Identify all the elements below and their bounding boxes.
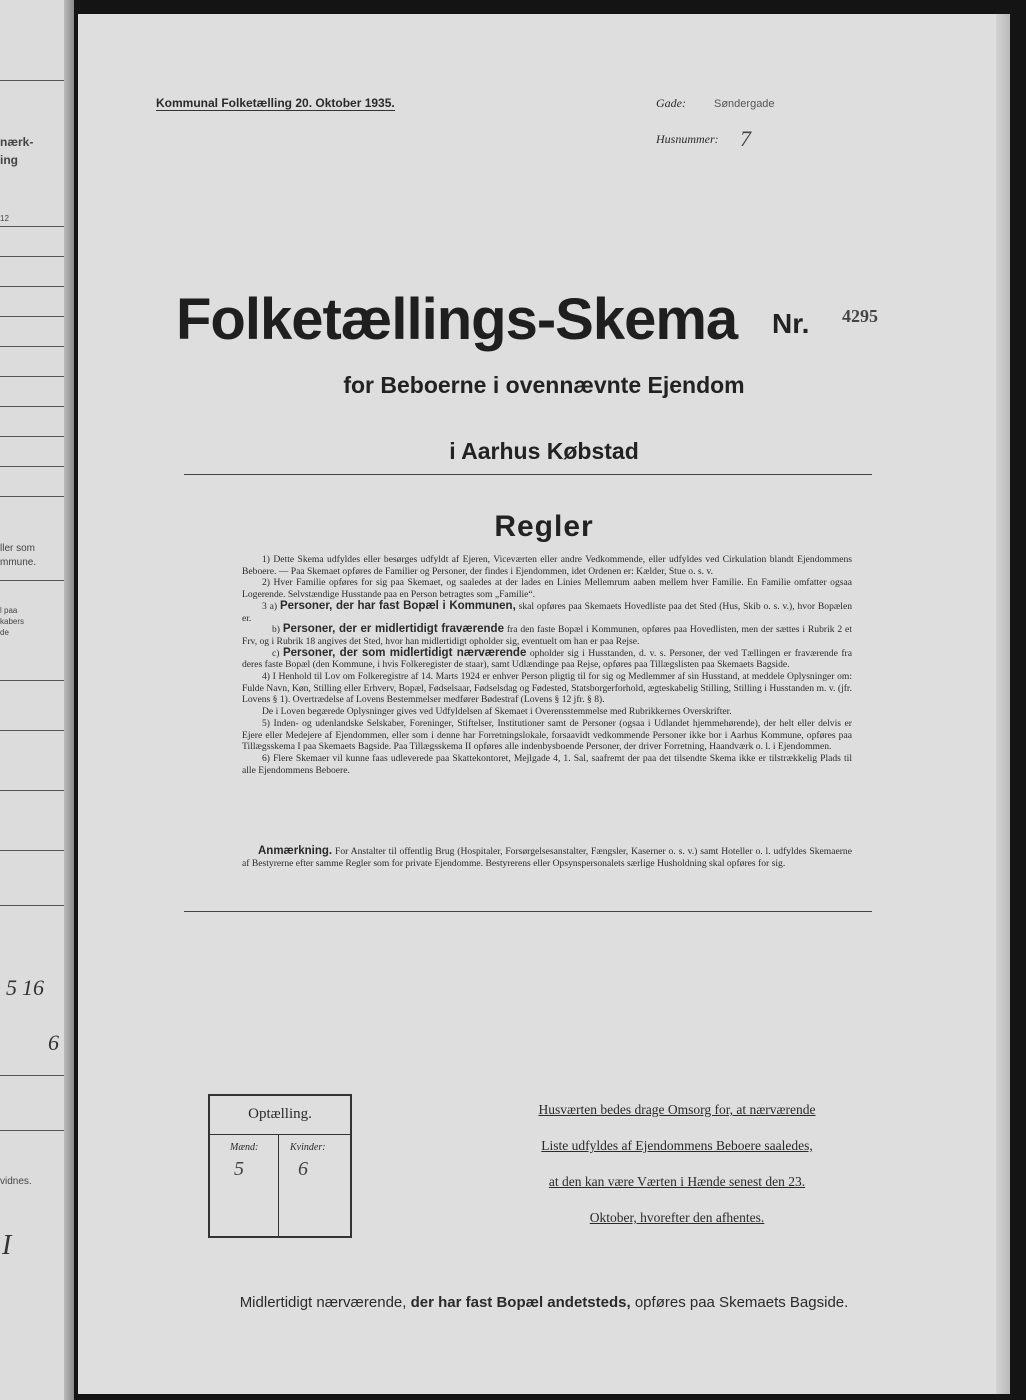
regler-text [242, 554, 852, 776]
rule-3a [242, 601, 852, 624]
bottom-note-part-1: Midlertidigt nærværende, [239, 1294, 407, 1311]
notice-line-1: Husværten bedes drage Omsorg for, at nærværende [538, 1102, 816, 1117]
left-fragment: kabers [0, 617, 25, 626]
notice-line-3: at den kan være Værten i Hænde senest den 23. [548, 1174, 806, 1189]
kvinder-count: 6 [298, 1158, 308, 1180]
rule-3b-text: fra den faste Bopæl i Kommunen, opføres paa Hovedlisten, men der sættes i Rubrik 2 et Frv, og i Rubrik 18 angives det Sted, hvor han midlertidigt opholder sig, eventuelt om han er paa Rejse. [242, 624, 852, 647]
kvinder-label: Kvinder: [290, 1142, 326, 1153]
maend-label: Mænd: [230, 1142, 259, 1153]
left-rule [0, 256, 64, 257]
box-divider [210, 1134, 350, 1135]
maend-count: 5 [234, 1158, 244, 1180]
anmaerkning-label: Anmærkning. [258, 845, 333, 857]
form-location: i Aarhus Købstad [449, 438, 639, 464]
optaelling-title: Optælling. [248, 1106, 312, 1122]
bottom-note-part-2: der har fast Bopæl andetsteds, [410, 1294, 631, 1311]
form-title: Folketællings-Skema [176, 287, 738, 352]
husnummer-label: Husnummer: [656, 132, 719, 146]
rule-3b-prefix: b) [272, 624, 280, 636]
form-number: 4295 [842, 306, 878, 326]
left-rule [0, 496, 64, 497]
left-page-edge [0, 0, 74, 1400]
notice-line-2: Liste udfyldes af Ejendommens Beboere saaledes, [541, 1138, 813, 1153]
left-rule [0, 580, 64, 581]
page-binding-edge [64, 0, 74, 1400]
regler-heading: Regler [494, 510, 594, 543]
left-handwriting: 5 [6, 975, 17, 1000]
left-fragment: mmune. [0, 557, 37, 568]
rule-2: 2) Hver Familie opføres for sig paa Skemaet, og saaledes at der lades en Linies Mellemrum aaben mellem hver Familie. En Familie omfatter ogsaa Logerende. Selvstændige Husstande paa en Person betragtes som „Familie“. [242, 577, 852, 601]
left-rule [0, 80, 64, 81]
rule-1: 1) Dette Skema udfyldes eller besørges udfyldt af Ejeren, Viceværten eller andre Vedkommende, eller udfyldes ved Cirkulation blandt Ejendommens Beboere. — Paa Skemaet opføres de Familier og Personer, der findes i Ejendommen, idet Ordenen er: Kælder, Stue o. s. v. [242, 554, 852, 577]
landlord-notice [490, 1092, 864, 1236]
left-fragment: de [0, 628, 9, 637]
left-rule [0, 346, 64, 347]
gade-label: Gade: [656, 96, 686, 110]
form-number-label: Nr. [772, 308, 810, 339]
left-rule [0, 316, 64, 317]
left-rule [0, 1130, 64, 1131]
rule-3a-text: skal opføres paa Skemaets Hovedliste paa det Sted (Hus, Skib o. s. v.), hvor Bopælen er. [242, 600, 853, 624]
rule-4: 4) I Henhold til Lov om Folkeregistre af 14. Marts 1924 er enhver Person pligtig til for sig og Medlemmer af sin Husstand, at meddele Oplysninger om: Fulde Navn, Køn, Stilling eller Erhverv, Bopæl, Fødselsaar, Fødselsdag og Fødested, Statsborgerforhold, ægteskabelig Stilling, Stilling i Husstanden m. v. (jfr. Lovens § 1). Overtrædelse af Lovens Bestemmelser medfører Bødestraf (Lovens § 12 jfr. § 8). [242, 671, 852, 706]
left-rule [0, 286, 64, 287]
census-header: Kommunal Folketælling 20. Oktober 1935. [156, 96, 395, 110]
left-rule [0, 406, 64, 407]
optaelling-box [208, 1094, 352, 1238]
left-rule [0, 376, 64, 377]
left-rule [0, 466, 64, 467]
rule-5: 5) Inden- og udenlandske Selskaber, Foreninger, Stiftelser, Institutioner samt de Personer (ogsaa i Udlandet hjemmehørende), der helt eller delvis er Ejere eller Medejere af Ejendommen, eller som i denne har Forretningslokale, forsaavidt vedkommende Personer ikke bor i Aarhus Kommune, opføres paa Tillægsskema I paa Skemaets Bagside. Paa Tillægsskema II opføres alle indenbysboende Personer, der driver Forretning, Haandværk o. l. i Ejendommen. [242, 717, 852, 753]
left-handwriting: I [2, 1230, 12, 1261]
rule-3c-text: opholder sig i Husstanden, d. v. s. Personer, der ved Tællingen er fraværende fra deres faste Bopæl (den Kommune, i hvis Folkeregister de staar), samt Udlændinge paa Rejse, opføres paa Tillægslisten paa Skemaets Bagside. [242, 647, 852, 671]
left-fragment: l paa [0, 606, 18, 615]
rule-3c [242, 648, 852, 671]
page-edge [996, 14, 1010, 1394]
notice-line-4: Oktober, hvorefter den afhentes. [589, 1210, 765, 1225]
anmaerkning [242, 846, 852, 869]
left-fragment: 12 [0, 214, 9, 223]
left-handwriting: 6 [48, 1030, 59, 1055]
left-rule [0, 790, 64, 791]
census-form-page [78, 14, 1010, 1394]
bottom-note [78, 1294, 1010, 1311]
left-rule [0, 226, 64, 227]
left-rule [0, 436, 64, 437]
left-rule [0, 1075, 64, 1076]
gade-value: Søndergade [714, 98, 775, 110]
form-subtitle: for Beboerne i ovennævnte Ejendom [343, 372, 745, 398]
left-rule [0, 680, 64, 681]
rule-6: 6) Flere Skemaer vil kunne faas udleverede paa Skattekontoret, Mejlgade 4, 1. Sal, saafremt der paa det tilsendte Skema ikke er tilstrækkelig Plads til alle Ejendommens Beboere. [242, 752, 852, 776]
box-column-divider [278, 1134, 279, 1236]
left-fragment: vidnes. [0, 1176, 32, 1187]
left-rule [0, 850, 64, 851]
left-rule [0, 905, 64, 906]
rule-3b-heading: Personer, der er midlertidigt fraværende [282, 623, 504, 636]
anmaerkning-text: For Anstalter til offentlig Brug (Hospitaler, Forsørgelsesanstalter, Fængsler, Kaserner o. s. v.) samt Hoteller o. l. udfyldes Skemaerne af Bestyrerne efter samme Regler som for private Ejendomme. Bestyrerens eller Opsynspersonalets særlige Husholdning skal opføres for sig. [242, 846, 852, 869]
rule-3a-heading: Personer, der har fast Bopæl i Kommunen, [279, 599, 516, 612]
left-fragment: ller som [0, 543, 36, 554]
left-handwriting: 16 [22, 975, 44, 1000]
bottom-note-part-3: opføres paa Skemaets Bagside. [634, 1294, 849, 1311]
divider [184, 474, 872, 475]
husnummer-value: 7 [740, 126, 751, 151]
rule-4b: De i Loven begærede Oplysninger gives ved Udfyldelsen af Skemaet i Overensstemmelse med Rubrikkernes Overskrifter. [262, 706, 732, 718]
rule-3a-prefix: 3 a) [262, 600, 278, 612]
left-rule [0, 730, 64, 731]
divider [184, 911, 872, 912]
rule-3b [242, 624, 852, 647]
rule-3c-prefix: c) [272, 647, 280, 659]
left-fragment: nærk- [0, 135, 34, 149]
rule-3c-heading: Personer, der som midlertidigt nærværende [282, 646, 527, 659]
left-fragment: ing [0, 153, 18, 167]
